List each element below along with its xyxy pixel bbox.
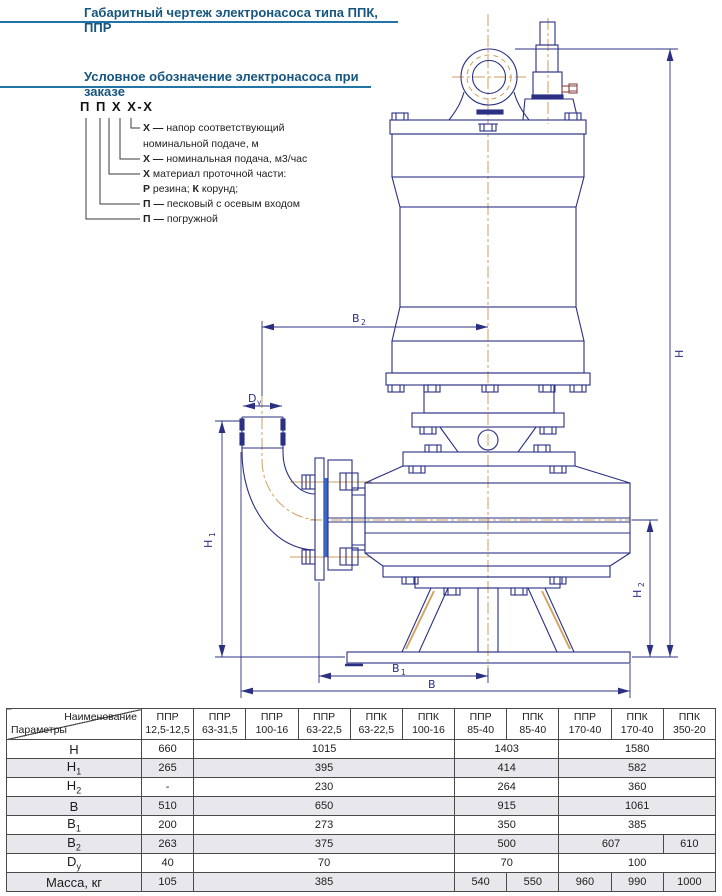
value-cell: 105 xyxy=(142,873,194,892)
gland-side-bolt xyxy=(562,84,577,93)
value-cell: 263 xyxy=(142,835,194,854)
designation-tree-lines xyxy=(86,118,140,219)
dim-label-dy-sub: y xyxy=(257,398,262,407)
table-row xyxy=(7,835,716,854)
column-header: ППК 100-16 xyxy=(402,709,454,740)
legend-line: номинальной подаче, м xyxy=(143,138,259,150)
value-cell: 500 xyxy=(455,835,559,854)
value-cell: 360 xyxy=(559,778,716,797)
table-row xyxy=(7,778,716,797)
table-row xyxy=(7,740,716,759)
table-row xyxy=(7,873,716,892)
value-cell: 1580 xyxy=(559,740,716,759)
value-cell: 660 xyxy=(142,740,194,759)
designation-legend xyxy=(143,0,443,230)
dim-label-h2-sub: 2 xyxy=(637,582,646,587)
dim-label-b1: B xyxy=(392,662,400,675)
corner-cell xyxy=(7,709,142,740)
dim-label-b2: B xyxy=(352,312,360,325)
value-cell: 990 xyxy=(611,873,663,892)
value-cell: 607 xyxy=(559,835,663,854)
table-body xyxy=(7,740,716,892)
column-header: ППР 100-16 xyxy=(246,709,298,740)
dim-label-h1: H xyxy=(202,539,215,548)
dim-label-dy: D xyxy=(248,392,257,405)
value-cell: 273 xyxy=(194,816,455,835)
column-header: ППК 350-20 xyxy=(663,709,715,740)
spec-table xyxy=(6,708,716,892)
dimension-h2 xyxy=(632,520,658,657)
dim-label-h2: H xyxy=(631,589,644,598)
dimension-labels xyxy=(202,312,686,691)
param-label: $B_2$ xyxy=(7,835,142,854)
value-cell: 414 xyxy=(455,759,559,778)
column-header: ППК 170-40 xyxy=(611,709,663,740)
value-cell: 375 xyxy=(194,835,455,854)
column-header: ППК 85-40 xyxy=(507,709,559,740)
column-header: ППР 63-22,5 xyxy=(298,709,350,740)
value-cell: 1000 xyxy=(663,873,715,892)
value-cell: 100 xyxy=(559,854,716,873)
order-designation-title: Условное обозначение электронасоса при заказе xyxy=(0,69,371,88)
value-cell: 385 xyxy=(559,816,716,835)
column-header: ППР 12,5-12,5 xyxy=(142,709,194,740)
value-cell: 264 xyxy=(455,778,559,797)
param-label: Масса, кг xyxy=(7,873,142,892)
value-cell: 350 xyxy=(455,816,559,835)
param-label: B xyxy=(7,797,142,816)
value-cell: 1403 xyxy=(455,740,559,759)
page-title: Габаритный чертеж электронасоса типа ППК, ППР xyxy=(0,5,398,23)
param-label: $H_1$ xyxy=(7,759,142,778)
legend-line: Х материал проточной части: xyxy=(143,168,287,180)
value-cell: 610 xyxy=(663,835,715,854)
corner-label-params: Параметры xyxy=(11,724,67,736)
param-label: H xyxy=(7,740,142,759)
legend-line: Р резина; К корунд; xyxy=(143,183,239,195)
legend-line: Х — напор соответствующий xyxy=(143,122,285,134)
value-cell: 395 xyxy=(194,759,455,778)
value-cell: 582 xyxy=(559,759,716,778)
table-row xyxy=(7,816,716,835)
dim-label-h1-sub: 1 xyxy=(208,532,217,537)
value-cell: 70 xyxy=(455,854,559,873)
table-row xyxy=(7,759,716,778)
value-cell: 915 xyxy=(455,797,559,816)
legend-line: П — песковый с осевым входом xyxy=(143,198,300,210)
discharge-flange xyxy=(302,458,365,580)
value-cell: 385 xyxy=(194,873,455,892)
cable-gland xyxy=(523,22,578,120)
value-cell: - xyxy=(142,778,194,797)
legend-line: Х — номинальная подача, м3/час xyxy=(143,153,308,165)
value-cell: 960 xyxy=(559,873,611,892)
table-header-row xyxy=(7,709,716,740)
table-row xyxy=(7,854,716,873)
column-header: ППР 170-40 xyxy=(559,709,611,740)
corner-label-name: Наименование xyxy=(64,711,137,723)
table-row xyxy=(7,797,716,816)
value-cell: 550 xyxy=(507,873,559,892)
legend-line: П — погружной xyxy=(143,213,218,225)
value-cell: 1015 xyxy=(194,740,455,759)
dim-label-h: H xyxy=(673,349,686,358)
param-label: $B_1$ xyxy=(7,816,142,835)
value-cell: 650 xyxy=(194,797,455,816)
value-cell: 265 xyxy=(142,759,194,778)
param-label: $H_2$ xyxy=(7,778,142,797)
dim-label-b1-sub: 1 xyxy=(401,668,406,677)
dim-label-b: B xyxy=(428,678,436,691)
value-cell: 1061 xyxy=(559,797,716,816)
value-cell: 70 xyxy=(194,854,455,873)
discharge-elbow xyxy=(240,417,315,550)
value-cell: 510 xyxy=(142,797,194,816)
value-cell: 40 xyxy=(142,854,194,873)
value-cell: 540 xyxy=(455,873,507,892)
column-header: ППК 63-22,5 xyxy=(350,709,402,740)
column-header: ППР 63-31,5 xyxy=(194,709,246,740)
designation-code: П П Х Х-Х xyxy=(80,99,154,114)
column-header: ППР 85-40 xyxy=(455,709,507,740)
value-cell: 200 xyxy=(142,816,194,835)
lifting-eye-icon xyxy=(449,49,529,131)
dim-label-b2-sub: 2 xyxy=(361,318,366,327)
param-label: $D_y$ xyxy=(7,854,142,873)
value-cell: 230 xyxy=(194,778,455,797)
